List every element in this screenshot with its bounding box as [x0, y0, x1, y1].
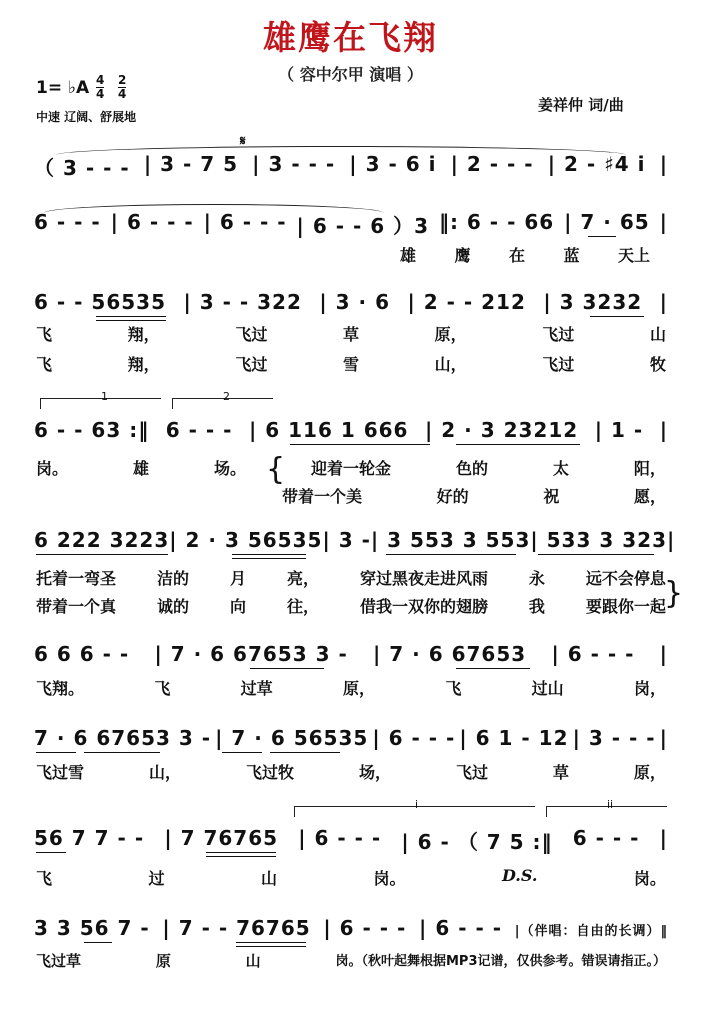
lyric-word: 带着一个真 [36, 597, 117, 616]
underline-beam [206, 852, 276, 853]
score-row-2 [34, 210, 668, 240]
lyric-word: 我 [528, 597, 545, 616]
measure: ‖: 6 - - 66 [438, 210, 555, 234]
lyric-word: 雪 [342, 355, 359, 374]
lyric-word: 翔， [127, 325, 160, 344]
lyric-word: 飞 [36, 325, 53, 344]
score-row-8 [34, 826, 668, 856]
lyric-word: 原， [434, 325, 467, 344]
barline: | [659, 418, 668, 442]
lyric-word: 山， [148, 763, 181, 782]
lyric-word: 愿， [633, 487, 666, 506]
lyric-word: 亮， [286, 569, 319, 588]
lyric-word: 岗。 [373, 869, 406, 888]
measure: | 7 · 6 56535 [215, 726, 369, 750]
underline-beam [206, 856, 276, 857]
lyric-word: 原 [155, 952, 171, 970]
lyric-word: 牧 [649, 355, 666, 374]
lyric-word: 过 [148, 869, 165, 888]
barline: | [659, 210, 668, 234]
page-title: 雄鹰在飞翔 [263, 18, 438, 57]
tie-line [44, 204, 384, 213]
underline-beam [386, 554, 516, 555]
lyric-word: 向 [229, 597, 246, 616]
lyrics-row-4b [282, 484, 666, 507]
lyric-word: 飞过 [235, 355, 268, 374]
underline-beam [222, 752, 262, 753]
underline-beam [36, 554, 168, 555]
measure: | 2 - - 212 [407, 290, 526, 314]
measure: 6 - - - [165, 418, 233, 442]
lyric-word: 飞过牧 [245, 763, 294, 782]
score-row-6 [34, 642, 668, 672]
measure: | 6 - - - [203, 210, 287, 234]
lyric-word: 蓝 [563, 246, 580, 265]
measure: 56 7 7 - - [34, 826, 145, 850]
lyric-brace: { [266, 452, 286, 487]
lyric-word: 借我一双你的翅膀 [359, 597, 488, 616]
measure: | 6 - - 6 ）3 [296, 214, 430, 238]
measure: 6 - - - [34, 210, 101, 234]
lyric-word: 飞 [445, 679, 462, 698]
underline-beam [538, 554, 654, 555]
notes-row-5 [34, 528, 676, 552]
measure: 6 222 3223 [34, 528, 170, 552]
notes-row-9 [34, 916, 668, 940]
lyrics-row-6 [36, 676, 666, 699]
underline-beam [96, 320, 166, 321]
segno-mark: 𝄋 [240, 134, 246, 149]
measure: | 2 · 3 23212 [425, 418, 579, 442]
lyric-word: 山 [261, 869, 278, 888]
underline-beam [590, 316, 644, 317]
lyric-word: 洁的 [156, 569, 189, 588]
lyric-word: 草 [552, 763, 569, 782]
lyric-word: 过草 [240, 679, 273, 698]
lyrics-row-8 [36, 866, 666, 889]
measure: | 6 - - - [551, 642, 635, 666]
lyrics-row-5a [36, 566, 666, 589]
lyric-word: 阳， [633, 459, 666, 478]
lyric-word: 飞过 [542, 355, 575, 374]
measure: | 6 1 - 12 [459, 726, 569, 750]
barline: | [659, 152, 668, 176]
lyric-word: 迎着一轮金 [310, 459, 391, 478]
notes-row-6 [34, 642, 668, 666]
measure: | 3 · 6 [319, 290, 390, 314]
lyric-word: 山， [434, 355, 467, 374]
measure: 3 3 56 7 - [34, 916, 150, 940]
measure: | 533 3 323 [530, 528, 667, 552]
measure: 7 · 6 67653 3 - [34, 726, 212, 750]
lyrics-row-9 [36, 950, 666, 971]
lyric-word: 带着一个美 [282, 487, 363, 506]
measure: 6 - - 63 :‖ [34, 418, 150, 442]
volta-bracket-i [294, 798, 535, 817]
measure: 6 6 6 - - [34, 642, 130, 666]
volta-label: 2 [223, 390, 230, 403]
lyrics-row-2 [400, 243, 650, 266]
underline-beam [250, 668, 324, 669]
measure: | 2 · 3 56535 [169, 528, 323, 552]
lyric-word: 雄 [132, 459, 149, 478]
measure: | 3 - - 322 [183, 290, 302, 314]
lyric-word: 诚的 [156, 597, 189, 616]
score-row-9 [34, 916, 668, 946]
lyric-word: 飞 [36, 355, 53, 374]
volta-label: i [415, 798, 419, 811]
meter-a-top: 4 [96, 73, 105, 87]
measure: | 1 - [594, 418, 644, 442]
composer-credit: 姜祥仲 词/曲 [538, 96, 624, 114]
meter-b-bottom: 4 [118, 87, 127, 101]
underline-beam [456, 444, 580, 445]
lyric-word: 天上 [617, 246, 650, 265]
volta-bracket-ii [546, 798, 667, 817]
lyric-word: 场。 [213, 459, 246, 478]
lyrics-row-4a [36, 456, 666, 479]
lyric-word: 原， [342, 679, 375, 698]
measure: | 6 - - - [110, 210, 194, 234]
score-row-1 [34, 152, 668, 182]
measure: | 7 · 6 67653 3 - [154, 642, 348, 666]
barline: | [659, 726, 668, 750]
lyric-word: 飞翔。 [36, 679, 85, 698]
lyric-word: 要跟你一起 [585, 597, 666, 616]
underline-beam [270, 752, 340, 753]
time-signature-a [96, 74, 104, 101]
volta-label: ii [607, 798, 614, 811]
lyric-word: 飞过 [542, 325, 575, 344]
lyric-word: 在 [508, 246, 525, 265]
underline-beam [588, 236, 616, 237]
barline: | [659, 642, 668, 666]
measure: | 7 · 65 [564, 210, 650, 234]
measure: | 6 - （ 7 5 :‖ [401, 830, 553, 854]
lyric-word: 草 [342, 325, 359, 344]
lyric-word: 山 [245, 952, 261, 970]
lyric-word: 山 [649, 325, 666, 344]
measure: （ 3 - - - [34, 156, 130, 180]
lyric-word: 飞过雪 [36, 763, 85, 782]
lyric-word: 太 [552, 459, 569, 478]
measure: | 7 · 6 67653 [373, 642, 527, 666]
notes-row-8 [34, 826, 668, 855]
lyric-word: 岗。 [633, 869, 666, 888]
measure: | 6 - - - [419, 916, 503, 940]
da-segno-mark: D.S. [502, 866, 538, 885]
measure: | 3 553 3 553 [370, 528, 531, 552]
measure: | 3 3232 [543, 290, 643, 314]
underline-beam [290, 444, 430, 445]
barline: | [659, 290, 668, 314]
lyric-word: 场， [358, 763, 391, 782]
measure: | 3 - - - [252, 152, 336, 176]
meter-a-bottom: 4 [96, 87, 105, 101]
measure: | 3 - 6 i [349, 152, 437, 176]
lyric-word: 飞过 [455, 763, 488, 782]
meter-b-top: 2 [118, 73, 127, 87]
notes-row-7 [34, 726, 668, 750]
lyric-word: 月 [229, 569, 246, 588]
underline-beam [36, 752, 76, 753]
measure: | 7 76765 [164, 826, 279, 850]
lyrics-row-5b [36, 594, 666, 617]
underline-beam [96, 316, 166, 317]
lyric-word: 原， [633, 763, 666, 782]
lyrics-row-7 [36, 760, 666, 783]
measure: | 3 - - - [572, 726, 656, 750]
lyric-word: 色的 [455, 459, 488, 478]
lyric-word: 过山 [531, 679, 564, 698]
measure: | 3 - [322, 528, 371, 552]
notes-row-4 [34, 418, 668, 442]
lyric-brace: } [664, 576, 684, 611]
barline: | [659, 826, 668, 850]
lyric-word: 飞过 [235, 325, 268, 344]
lyric-word: 飞 [154, 679, 171, 698]
lyric-word: 永 [528, 569, 545, 588]
lyric-word: 岗。 [36, 459, 69, 478]
lyric-word: 托着一弯圣 [36, 569, 117, 588]
lyric-word: 雄 [400, 246, 417, 265]
tempo-marking: 中速 辽阔、舒展地 [36, 110, 137, 124]
measure: 6 - - - [572, 826, 640, 850]
underline-beam [232, 558, 306, 559]
lyric-word: 飞 [36, 869, 53, 888]
measure: | 6 - - - [298, 826, 382, 850]
lyric-word: 祝 [543, 487, 560, 506]
lyric-word: 岗， [633, 679, 666, 698]
volta-label: 1 [101, 390, 108, 403]
tie-line [56, 146, 626, 155]
volta-bracket-1 [40, 390, 161, 409]
lyric-word: 翔， [127, 355, 160, 374]
key-signature: 1= ♭A [36, 78, 90, 98]
measure: | 3 - 7 5 [143, 152, 239, 176]
volta-bracket-2 [172, 390, 273, 409]
measure: | 6 - - - [323, 916, 407, 940]
lyrics-row-3a [36, 322, 666, 345]
measure: 6 - - 56535 [34, 290, 166, 314]
underline-beam [456, 668, 530, 669]
accompaniment-note: |（伴唱：自由的长调）‖ [514, 924, 668, 939]
measure: | 2 - - - [450, 152, 534, 176]
measure: | 6 - - - [372, 726, 456, 750]
measure: | 7 - - 76765 [162, 916, 311, 940]
notes-row-2 [34, 210, 668, 239]
lyric-word: 飞过草 [36, 952, 82, 970]
notes-row-1 [34, 152, 668, 181]
lyric-word: 往， [286, 597, 319, 616]
underline-beam [36, 852, 66, 853]
lyric-word: 好的 [436, 487, 469, 506]
barline: | [666, 528, 676, 552]
underline-beam [236, 942, 306, 943]
lyric-word: 远不会停息 [585, 569, 666, 588]
lyric-word: 鹰 [454, 246, 471, 265]
measure: | 2 - ♯4 i [547, 152, 646, 176]
time-signature-b [118, 74, 126, 101]
underline-beam [84, 942, 112, 943]
measure: | 6 116 1 666 [248, 418, 409, 442]
singer-credit: （ 容中尔甲 演唱 ） [278, 65, 423, 84]
lyric-word: 穿过黑夜走进风雨 [359, 569, 488, 588]
transcription-note: 岗。（秋叶起舞根据MP3记谱，仅供参考。错误请指正。） [335, 954, 666, 969]
notes-row-3 [34, 290, 668, 314]
underline-beam [236, 946, 306, 947]
underline-beam [84, 752, 160, 753]
lyrics-row-3b [36, 352, 666, 375]
underline-beam [232, 554, 306, 555]
